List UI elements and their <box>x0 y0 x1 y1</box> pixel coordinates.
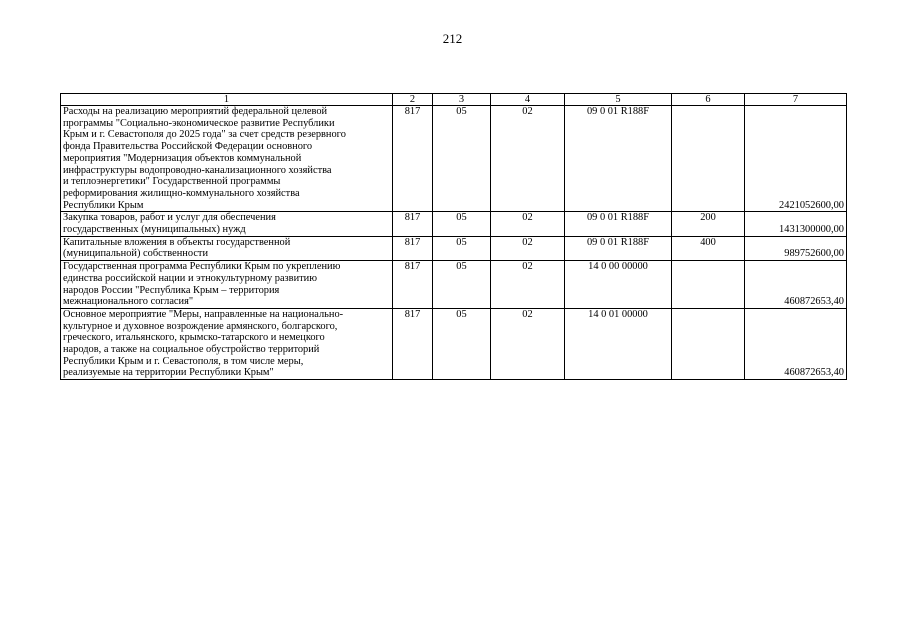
code-vr-cell: 200 <box>672 212 745 236</box>
code-pr-cell: 02 <box>491 236 565 260</box>
code-rz-cell: 05 <box>433 236 491 260</box>
code-csr-cell: 09 0 01 R188F <box>565 106 672 212</box>
row-name-line: инфраструктуры водопроводно-канализационного хозяйства <box>63 164 332 176</box>
row-name-cell <box>61 106 393 212</box>
table-body <box>61 106 847 380</box>
code-csr-cell: 14 0 01 00000 <box>565 308 672 379</box>
row-name-line: Республики Крым <box>63 199 144 211</box>
code-gr-cell: 817 <box>393 308 433 379</box>
header-col-2: 2 <box>393 94 433 106</box>
code-pr-cell: 02 <box>491 106 565 212</box>
code-rz-cell: 05 <box>433 261 491 309</box>
header-col-6: 6 <box>672 94 745 106</box>
row-name-cell <box>61 261 393 309</box>
header-col-4: 4 <box>491 94 565 106</box>
code-vr-cell: 400 <box>672 236 745 260</box>
header-col-1: 1 <box>61 94 393 106</box>
amount-cell: 460872653,40 <box>745 308 847 379</box>
code-rz-cell: 05 <box>433 308 491 379</box>
page-number: 212 <box>442 31 463 46</box>
code-gr-cell: 817 <box>393 106 433 212</box>
row-name-line: Капитальные вложения в объекты государственной <box>63 236 291 248</box>
code-rz-cell: 05 <box>433 106 491 212</box>
amount-cell: 989752600,00 <box>745 236 847 260</box>
code-vr-cell <box>672 106 745 212</box>
code-pr-cell: 02 <box>491 212 565 236</box>
code-pr-cell: 02 <box>491 261 565 309</box>
code-pr-cell: 02 <box>491 308 565 379</box>
row-name-line: единства российской нации и этнокультурному развитию <box>63 272 317 284</box>
budget-table <box>60 93 847 380</box>
table-row <box>61 212 847 236</box>
row-name-line: народов России "Республика Крым – территория <box>63 284 280 296</box>
header-col-7: 7 <box>745 94 847 106</box>
code-vr-cell <box>672 308 745 379</box>
row-name-line: культурное и духовное возрождение армянского, болгарского, <box>63 320 338 332</box>
row-name-line: греческого, итальянского, крымско-татарского и немецкого <box>63 332 325 344</box>
row-name-line: Закупка товаров, работ и услуг для обеспечения <box>63 212 276 224</box>
row-name-line: мероприятия "Модернизация объектов коммунальной <box>63 152 302 164</box>
row-name-line: Расходы на реализацию мероприятий федеральной целевой <box>63 106 328 117</box>
amount-cell: 1431300000,00 <box>745 212 847 236</box>
row-name-line: Крым и г. Севастополя до 2025 года" за счет средств резервного <box>63 129 346 141</box>
row-name-line: и теплоэнергетики" Государственной программы <box>63 176 281 188</box>
row-name-line: реформирования жилищно-коммунального хозяйства <box>63 187 300 199</box>
row-name-line: народов, а также на социальное обустройство территорий <box>63 344 320 356</box>
table-row <box>61 106 847 212</box>
table-header-row <box>61 94 847 106</box>
row-name-line: Основное мероприятие "Меры, направленные на национально- <box>63 308 344 320</box>
code-csr-cell: 09 0 01 R188F <box>565 236 672 260</box>
row-name-cell <box>61 308 393 379</box>
row-name-line: государственных (муниципальных) нужд <box>63 224 246 236</box>
amount-cell: 2421052600,00 <box>745 106 847 212</box>
table-row <box>61 308 847 379</box>
table-row <box>61 236 847 260</box>
row-name-line: программы "Социально-экономическое развитие Республики <box>63 117 335 129</box>
row-name-line: реализуемые на территории Республики Крым" <box>63 367 274 379</box>
amount-cell: 460872653,40 <box>745 261 847 309</box>
row-name-line: Государственная программа Республики Крым по укреплению <box>63 261 341 273</box>
row-name-cell <box>61 212 393 236</box>
code-csr-cell: 14 0 00 00000 <box>565 261 672 309</box>
row-name-line: (муниципальной) собственности <box>63 248 209 260</box>
header-col-5: 5 <box>565 94 672 106</box>
row-name-line: фонда Правительства Российской Федерации основного <box>63 141 313 153</box>
header-col-3: 3 <box>433 94 491 106</box>
code-gr-cell: 817 <box>393 236 433 260</box>
code-gr-cell: 817 <box>393 261 433 309</box>
table-row <box>61 261 847 309</box>
row-name-line: межнационального согласия" <box>63 296 194 308</box>
code-csr-cell: 09 0 01 R188F <box>565 212 672 236</box>
code-vr-cell <box>672 261 745 309</box>
code-gr-cell: 817 <box>393 212 433 236</box>
row-name-cell <box>61 236 393 260</box>
row-name-line: Республики Крым и г. Севастополя, в том числе меры, <box>63 355 304 367</box>
code-rz-cell: 05 <box>433 212 491 236</box>
